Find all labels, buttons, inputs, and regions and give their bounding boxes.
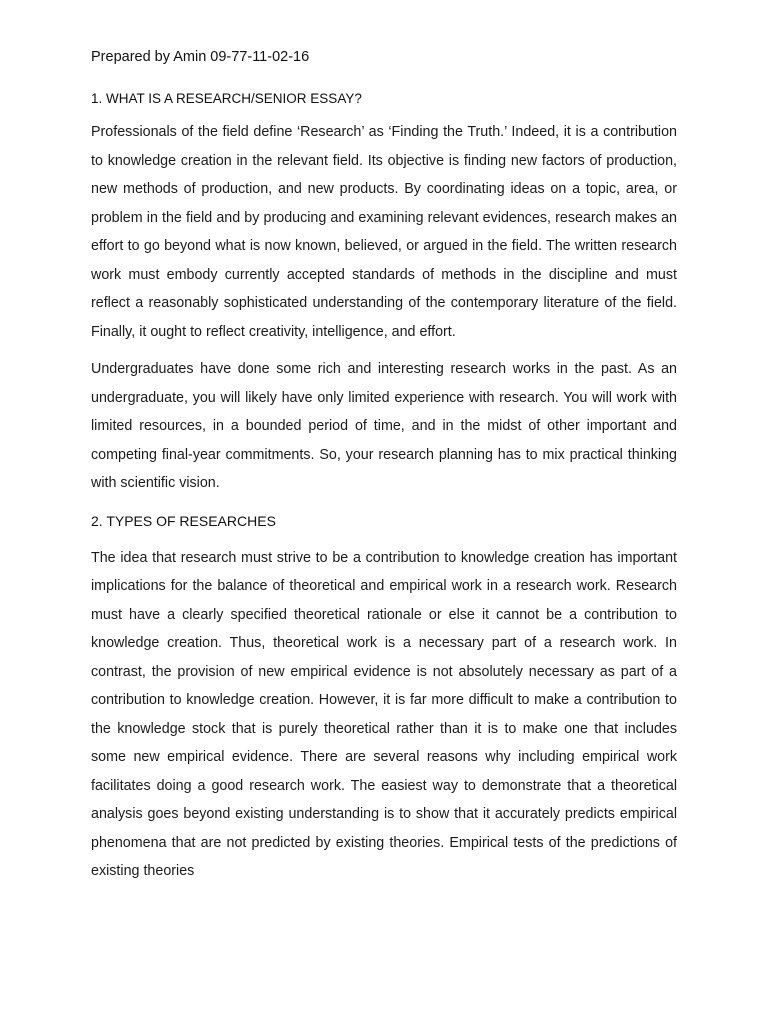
paragraph-theoretical-empirical: The idea that research must strive to be a contribution to knowledge creation has important implications for the balance of theoretical and empirical work in a research work. Research must have a clearly specified theoretical rationale or else it cannot be a contribution to knowledge creation. Thus, theoretical work is a necessary part of a research work. In contrast, the provision of new empirical evidence is not absolutely necessary as part of a contribution to knowledge creation. However, it is far more difficult to make a contribution to the knowledge stock that is purely theoretical rather than it is to make one that includes some new empirical evidence. There are several reasons why including empirical work facilitates doing a good research work. The easiest way to demonstrate that a theoretical analysis goes beyond existing understanding is to show that it accurately predicts empirical phenomena that are not predicted by existing theories. Empirical tests of the predictions of existing theories	[91, 549, 677, 879]
document-content	[91, 44, 677, 886]
preparer-line: Prepared by Amin 09-77-11-02-16	[91, 49, 310, 65]
section-heading-types-of-researches: 2. TYPES OF RESEARCHES	[91, 512, 276, 529]
paragraph-undergraduate-research: Undergraduates have done some rich and interesting research works in the past. As an undergraduate, you will likely have only limited experience with research. You will work with limited resources, in a bounded period of time, and in the midst of other important and competing final-year commitments. So, your research planning has to mix practical thinking with scientific vision.	[91, 361, 677, 491]
paragraph-research-definition: Professionals of the field define ‘Research’ as ‘Finding the Truth.’ Indeed, it is a contribution to knowledge creation in the relevant field. Its objective is finding new factors of production, new methods of production, and new products. By coordinating ideas on a topic, area, or problem in the field and by producing and examining relevant evidences, research makes an effort to go beyond what is now known, believed, or argued in the field. The written research work must embody currently accepted standards of methods in the discipline and must reflect a reasonably sophisticated understanding of the contemporary literature of the field. Finally, it ought to reflect creativity, intelligence, and effort.	[91, 124, 677, 340]
section-heading-what-is-research: 1. WHAT IS A RESEARCH/SENIOR ESSAY?	[91, 91, 362, 106]
